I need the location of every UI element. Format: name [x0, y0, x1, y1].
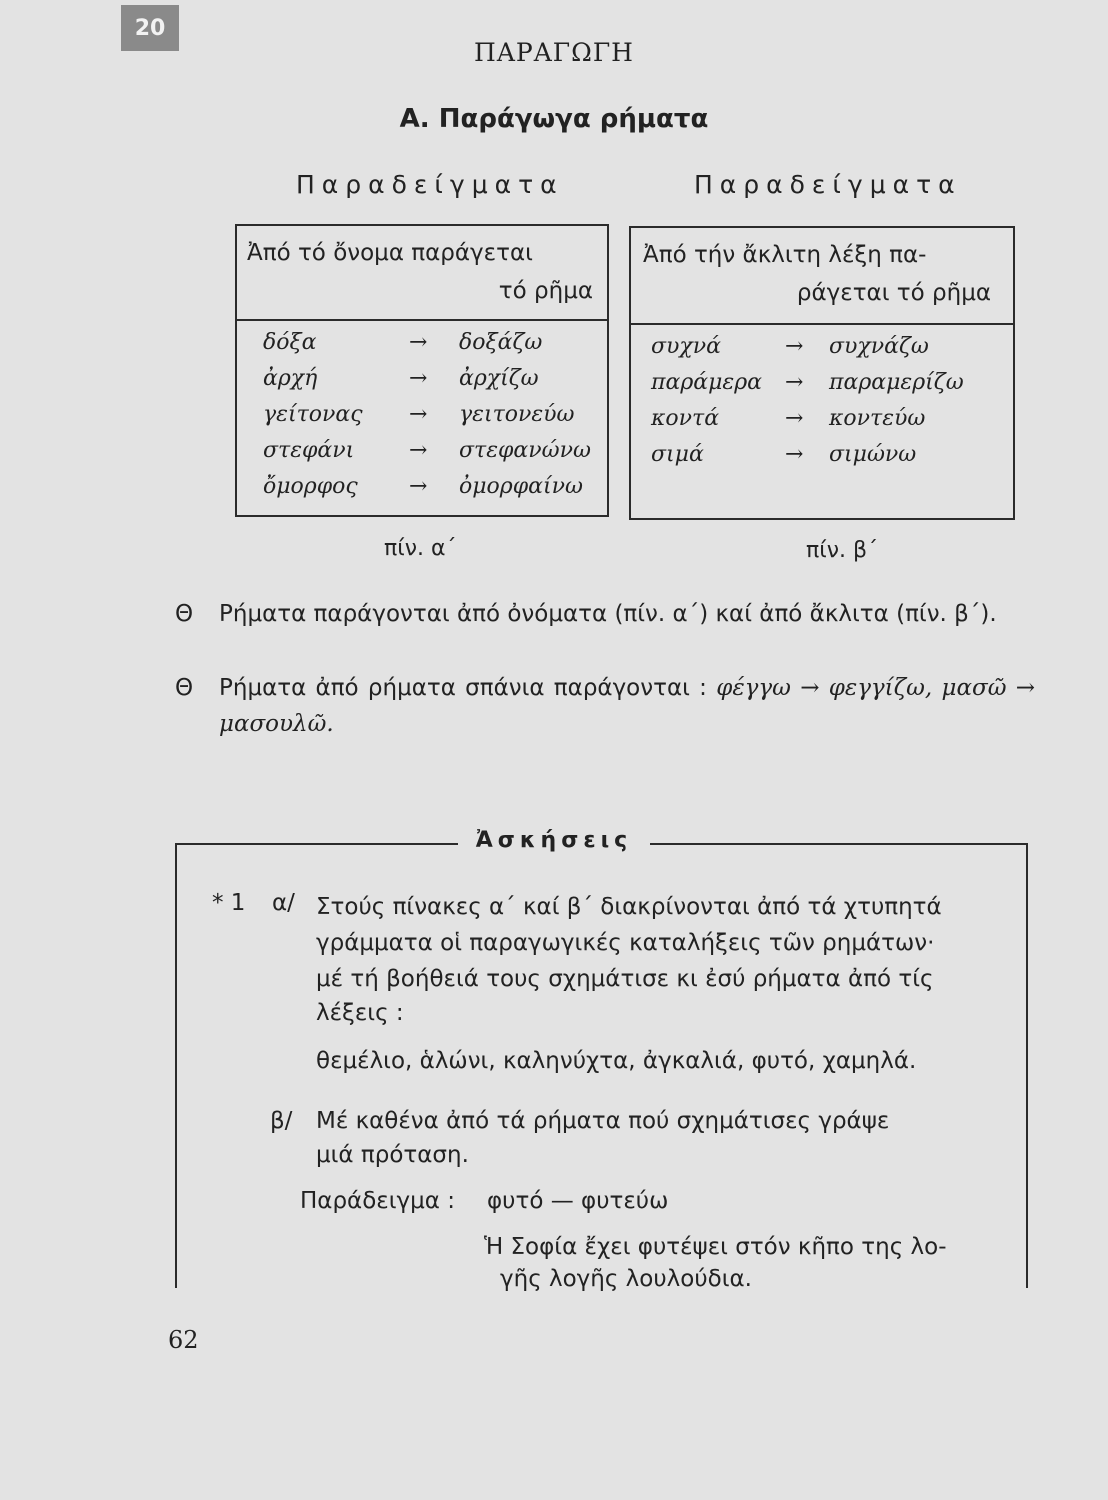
part-a-line: γράμματα οἱ παραγωγικές καταλήξεις τῶν ρημάτων· [316, 930, 935, 956]
row-from: ἀρχή [263, 366, 318, 391]
row-to: ὀμορφαίνω [459, 474, 583, 499]
arrow-icon: → [409, 366, 428, 391]
part-b-label: β/ [270, 1108, 293, 1134]
arrow-icon: → [785, 442, 804, 467]
row-from: παράμερα [651, 370, 762, 395]
arrow-icon: → [785, 370, 804, 395]
row-to: κοντεύω [829, 406, 926, 431]
page-badge: 20 [121, 5, 179, 51]
chapter-title: ΠΑΡΑΓΩΓΗ [474, 38, 634, 67]
section-title: Α. Παράγωγα ρήματα [399, 104, 709, 134]
row-from: ὄμορφος [263, 474, 358, 499]
arrow-icon: → [785, 334, 804, 359]
row-to: παραμερίζω [829, 370, 964, 395]
arrow-icon: → [409, 474, 428, 499]
row-from: στεφάνι [263, 438, 355, 463]
note-1 [175, 596, 1035, 632]
note-2-example: φέγγω → φεγγίζω, μασῶ → μασουλῶ. [219, 675, 1035, 737]
theta-bullet-icon: Θ [175, 601, 194, 627]
note-2-body: Ρήματα ἀπό ρήματα σπάνια παράγονται : [219, 675, 707, 701]
exercises-title: Ἀσκήσεις [458, 828, 650, 853]
row-from: κοντά [651, 406, 720, 431]
table-b-header [631, 228, 1013, 325]
row-to: στεφανώνω [459, 438, 591, 463]
row-to: σιμώνω [829, 442, 917, 467]
arrow-icon: → [409, 330, 428, 355]
example-label: Παράδειγμα : [300, 1188, 455, 1214]
exercises-title-wrap [0, 828, 1108, 853]
example-sentence-line: Ἡ Σοφία ἔχει φυτέψει στόν κῆπο της λο- [484, 1234, 947, 1260]
table-a [235, 224, 609, 517]
row-to: συχνάζω [829, 334, 929, 359]
arrow-icon: → [409, 402, 428, 427]
row-from: σιμά [651, 442, 704, 467]
table-b-caption: πίν. β΄ [806, 538, 879, 563]
table-b [629, 226, 1015, 520]
note-2-text [219, 670, 1035, 742]
example-pair: φυτό — φυτεύω [487, 1188, 669, 1214]
row-to: γειτονεύω [459, 402, 575, 427]
theta-bullet-icon: Θ [175, 675, 194, 701]
part-a-line: λέξεις : [316, 1000, 404, 1026]
arrow-icon: → [409, 438, 428, 463]
table-a-header [237, 226, 607, 321]
word-list: θεμέλιο, ἁλώνι, καληνύχτα, ἀγκαλιά, φυτό, χαμηλά. [316, 1048, 917, 1074]
table-a-header-line1: Ἀπό τό ὄνομα παράγεται [247, 240, 533, 266]
part-a-line: μέ τή βοήθειά τους σχημάτισε κι ἐσύ ρήματα ἀπό τίς [316, 966, 934, 992]
examples-label-left: Παραδείγματα [296, 170, 564, 199]
part-a-line: Στούς πίνακες α΄ καί β΄ διακρίνονται ἀπό τά χτυπητά [316, 894, 942, 920]
table-b-header-line2: ράγεται τό ρῆμα [796, 280, 991, 306]
row-from: δόξα [263, 330, 317, 355]
note-2 [175, 670, 1035, 742]
row-to: δοξάζω [459, 330, 543, 355]
part-a-label: α/ [272, 890, 295, 916]
part-b-line: μιά πρόταση. [316, 1142, 469, 1168]
row-from: γείτονας [263, 402, 363, 427]
table-b-header-line1: Ἀπό τήν ἄκλιτη λέξη πα- [643, 242, 927, 268]
table-a-caption: πίν. α΄ [384, 536, 457, 561]
table-a-header-line2: τό ρῆμα [498, 278, 593, 304]
row-to: ἀρχίζω [459, 366, 539, 391]
examples-label-right: Παραδείγματα [694, 170, 962, 199]
exercise-number: * 1 [212, 890, 246, 916]
row-from: συχνά [651, 334, 721, 359]
example-sentence-line: γῆς λογῆς λουλούδια. [500, 1266, 752, 1292]
note-1-text: Ρήματα παράγονται ἀπό ὀνόματα (πίν. α΄) καί ἀπό ἄκλιτα (πίν. β΄). [219, 601, 997, 627]
part-b-line: Μέ καθένα ἀπό τά ρήματα πού σχημάτισες γράψε [316, 1108, 890, 1134]
arrow-icon: → [785, 406, 804, 431]
page-number: 62 [168, 1326, 199, 1354]
